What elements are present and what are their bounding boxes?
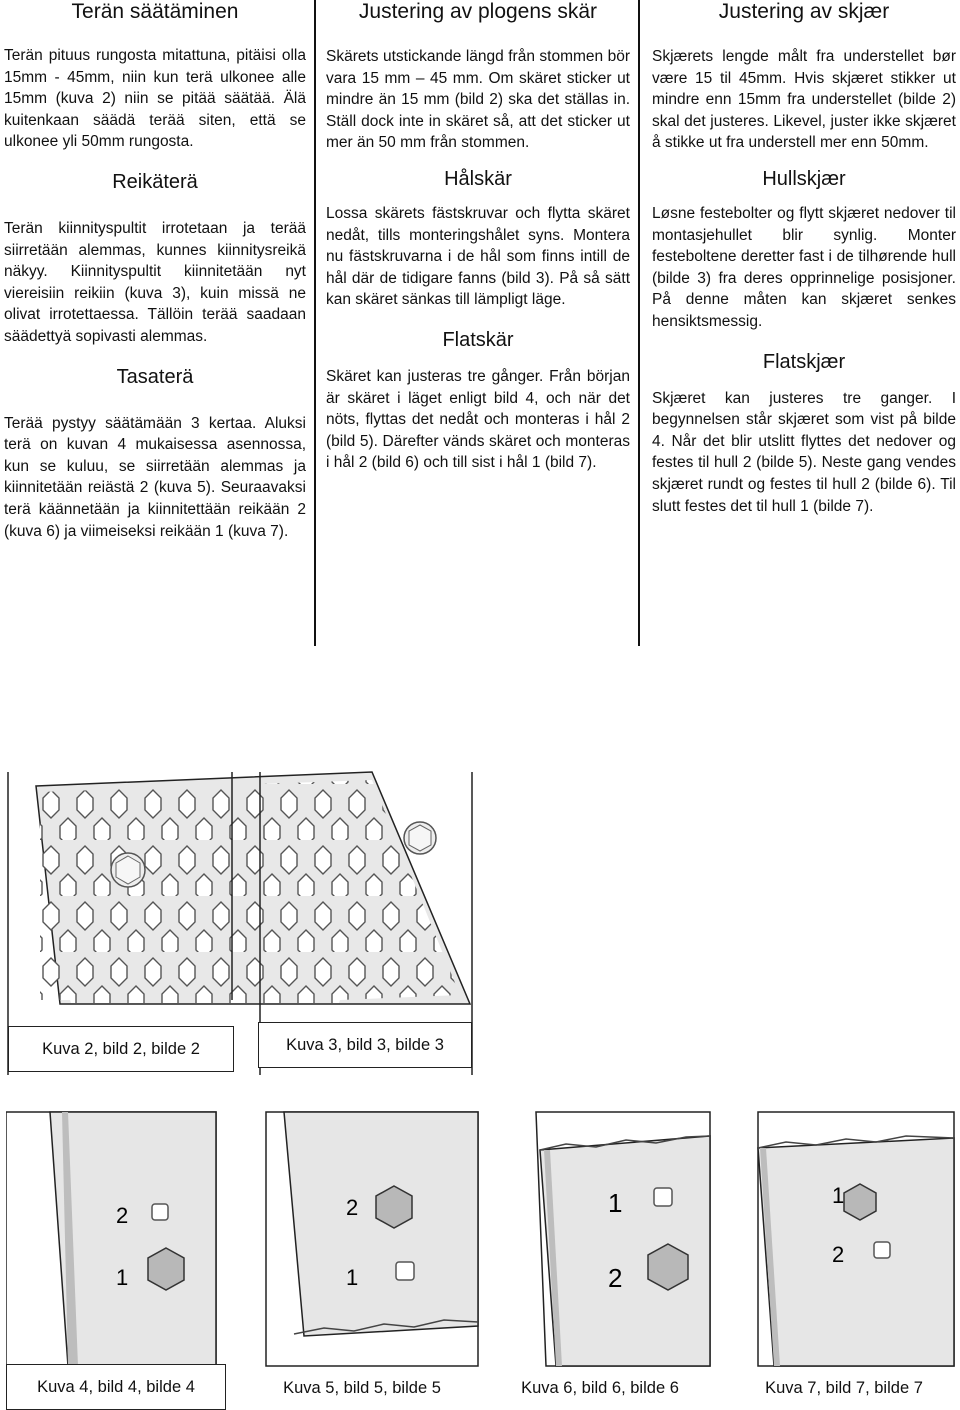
column-norwegian: [652, 0, 956, 517]
column-divider: [314, 0, 316, 646]
section-title: Terän säätäminen: [71, 0, 239, 23]
intro-paragraph: Terän pituus rungosta mitattuna, pitäisi olla 15mm - 45mm, niin kun terä ulkonee alle 15mm (kuva 2) niin se pitää säätää. Älä kuitenkaan säädä terää siten, että se ulkonee yli 50mm rungosta.: [4, 47, 306, 151]
hole-label-1: 1: [832, 1183, 845, 1208]
section-title: Justering av skjær: [718, 0, 890, 23]
perforated-paragraph: Terän kiinnityspultit irrotetaan ja terää siirretään alemmas, kunnes kiinnitysreikä näkyy. Kiinnityspultit kiinnitetään nyt viereisiin reikiin (kuva 3), kuin missä ne olivat irrotettaessa. Tällöin terää saadaan säädettyä sopivasti alemmas.: [4, 219, 306, 345]
section-title: Justering av plogens skär: [358, 0, 598, 23]
intro-paragraph: Skärets utstickande längd från stommen bör vara 15 mm – 45 mm. Om skäret sticker ut mindre än 15 mm (bild 2) ska det ställas in. Ställ dock inte in skäret så, att det sticker ut mer än 50 mm från stommen.: [326, 48, 630, 152]
caption-figure-4: Kuva 4, bild 4, bilde 4: [6, 1364, 226, 1410]
hole-label-2: 2: [608, 1263, 623, 1293]
caption-figure-6: Kuva 6, bild 6, bilde 6: [521, 1379, 679, 1397]
hole-label-1: 1: [346, 1265, 359, 1290]
subheading-perforated: Hullskjær: [762, 167, 846, 190]
hole-label-1: 1: [116, 1265, 129, 1290]
figure-5-flat-blade: [264, 1110, 480, 1370]
flat-paragraph: Skäret kan justeras tre gånger. Från början är skäret i läget enligt bild 4, och när det nöts, flyttas det nedåt och monteras i hål 2 (bild 5). Därefter vänds skäret och monteras i hål 2 (bild 6) och till sist i hål 1 (bild 7).: [326, 367, 630, 472]
caption-figure-3: Kuva 3, bild 3, bilde 3: [258, 1022, 472, 1068]
hole-label-2: 2: [346, 1195, 359, 1220]
column-swedish: [326, 0, 630, 474]
perforated-paragraph: Løsne festebolter og flytt skjæret nedover til montasjehullet blir synlig. Monter festeboltene deretter fast i de tilhørende hull (bilde 3) fra deres opprinnelige posisjoner. På denne måten kan skjæret senkes hensiktsmessig.: [652, 204, 956, 330]
subheading-flat: Flatskär: [442, 328, 514, 351]
caption-figure-2: Kuva 2, bild 2, bilde 2: [8, 1026, 234, 1072]
column-divider: [638, 0, 640, 646]
flat-paragraph: Terää pystyy säätämään 3 kertaa. Aluksi terä on kuvan 4 mukaisessa asennossa, kun se kuluu, se siirretään alemmas ja kiinnitetään reiästä 2 (kuva 5). Seuraavaksi terä käännetään ja kiinnitettään reikään 2 (kuva 6) ja viimeiseksi reikään 1 (kuva 7).: [4, 414, 306, 540]
hole-label-2: 2: [116, 1203, 129, 1228]
hole-label-2: 2: [832, 1242, 845, 1267]
column-finnish: [4, 0, 306, 542]
figure-4-flat-blade: [6, 1110, 230, 1370]
subheading-flat: Flatskjær: [762, 350, 846, 373]
figure-7-flat-blade: [756, 1110, 956, 1370]
subheading-perforated: Reikäterä: [112, 170, 198, 193]
caption-figure-5: Kuva 5, bild 5, bilde 5: [283, 1379, 441, 1397]
intro-paragraph: Skjærets lengde målt fra understellet bør være 15 til 45mm. Hvis skjæret stikker ut mindre enn 15mm fra understellet (bilde 2) skal det justeres. Likevel, juster ikke skjæret å stikke ut fra understell mer enn 50mm.: [652, 48, 956, 152]
subheading-perforated: Hålskär: [444, 167, 512, 190]
flat-paragraph: Skjæret kan justeres tre ganger. I begynnelsen står skjæret som vist på bilde 4. Når det blir utslitt flyttes det nedover og festes til hull 2 (bilde 5). Neste gang vendes skjæret rundt og festes til hull 2 (bilde 6). Til slutt festes det til hull 1 (bilde 7).: [652, 389, 956, 515]
caption-figure-7: Kuva 7, bild 7, bilde 7: [765, 1379, 923, 1397]
perforated-paragraph: Lossa skärets fästskruvar och flytta skäret nedåt, tills monteringshålet syns. Montera nu fästskruvarna i de hål som finns intill de hål där de tidigare fanns (bild 3). På så sätt kan skäret sänkas till lämpligt läge.: [326, 204, 630, 309]
hole-label-1: 1: [608, 1188, 623, 1218]
subheading-flat: Tasaterä: [116, 365, 194, 388]
figure-6-flat-blade: [496, 1110, 712, 1370]
